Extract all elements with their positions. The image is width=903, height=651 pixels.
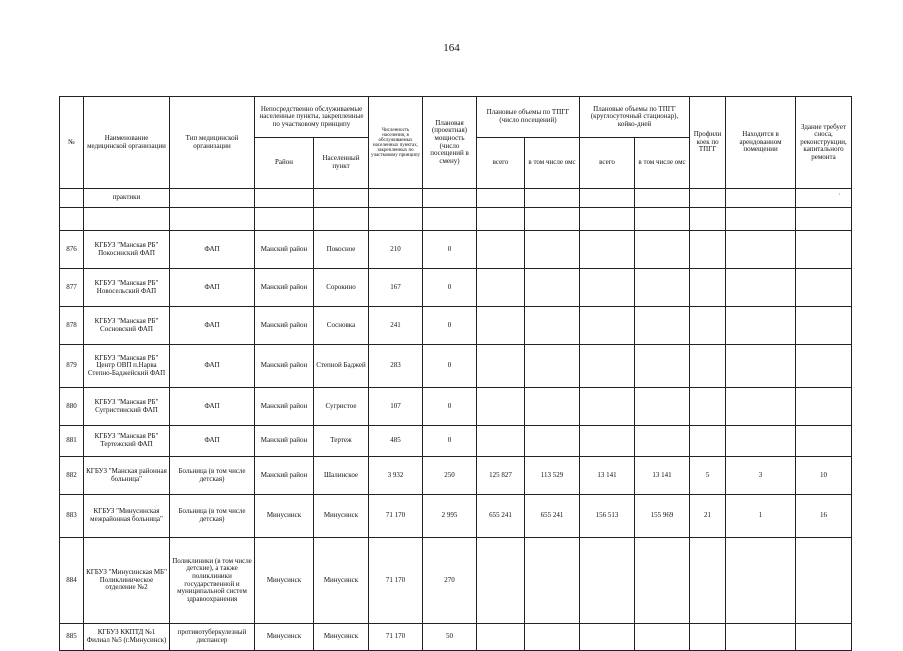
capacity-cell: 2 995: [423, 495, 477, 538]
visits-oms-cell: [525, 269, 580, 307]
org-type-cell: ФАП: [170, 426, 255, 457]
org-name-cell: КГБУЗ "Манская РБ" Покосинский ФАП: [84, 231, 170, 269]
row-num-cell: 881: [60, 426, 84, 457]
repair-cell: [796, 231, 852, 269]
org-name-cell: КГБУЗ "Манская РБ" Центр ОВП п.Нарва Степно-Баджейский ФАП: [84, 345, 170, 388]
blank-row: [60, 208, 852, 231]
table-row: [60, 426, 852, 457]
stray-mark: ·: [838, 190, 841, 199]
hosp-oms-cell: [635, 388, 690, 426]
table-row: [60, 231, 852, 269]
population-cell: 3 932: [369, 457, 423, 495]
org-name-cell: КГБУЗ ККПТД №1 Филиал №5 (г.Минусинск): [84, 624, 170, 651]
header-visits-total: всего: [477, 138, 525, 189]
visits-oms-cell: 655 241: [525, 495, 580, 538]
visits-oms-cell: [525, 624, 580, 651]
visits-total-cell: [477, 345, 525, 388]
settlement-cell: Сосновка: [314, 307, 369, 345]
hosp-oms-cell: [635, 269, 690, 307]
row-num-cell: 879: [60, 345, 84, 388]
settlement-cell: Сорокино: [314, 269, 369, 307]
settlement-cell: Степной Баджей: [314, 345, 369, 388]
continuation-text: практики: [84, 189, 170, 208]
hosp-total-cell: [580, 426, 635, 457]
org-type-cell: ФАП: [170, 269, 255, 307]
visits-total-cell: 125 827: [477, 457, 525, 495]
hosp-total-cell: [580, 624, 635, 651]
header-served-group: Непосредственно обслуживаемые населенные пункты, закрепленные по участковому принципу: [255, 97, 369, 138]
header-num: №: [60, 97, 84, 189]
header-population: Численность населения, в обслуживаемых населенных пунктах, закрепленных по участковому принципу: [369, 97, 423, 189]
beds-cell: [690, 231, 726, 269]
header-capacity: Плановая (проектная) мощность (число посещений в смену): [423, 97, 477, 189]
table-row: [60, 388, 852, 426]
hosp-oms-cell: [635, 426, 690, 457]
rented-cell: [726, 345, 796, 388]
org-name-cell: КГБУЗ "Манская РБ" Новосельский ФАП: [84, 269, 170, 307]
population-cell: 485: [369, 426, 423, 457]
rented-cell: [726, 538, 796, 624]
continuation-row: [60, 189, 852, 208]
settlement-cell: Шалинское: [314, 457, 369, 495]
org-type-cell: противотуберкулезный диспансер: [170, 624, 255, 651]
district-cell: Минусинск: [255, 495, 314, 538]
capacity-cell: 250: [423, 457, 477, 495]
settlement-cell: Сугристое: [314, 388, 369, 426]
repair-cell: 10: [796, 457, 852, 495]
beds-cell: [690, 345, 726, 388]
repair-cell: [796, 426, 852, 457]
repair-cell: [796, 269, 852, 307]
org-type-cell: ФАП: [170, 388, 255, 426]
capacity-cell: 0: [423, 388, 477, 426]
table-row: [60, 269, 852, 307]
header-settlement: Населенный пункт: [314, 138, 369, 189]
row-num-cell: 878: [60, 307, 84, 345]
org-name-cell: КГБУЗ "Манская РБ" Сосновский ФАП: [84, 307, 170, 345]
header-row-top: [60, 97, 852, 138]
settlement-cell: Минусинск: [314, 624, 369, 651]
org-name-cell: КГБУЗ "Минусинская МБ" Поликлиническое отделение №2: [84, 538, 170, 624]
hosp-oms-cell: [635, 231, 690, 269]
row-num-cell: 877: [60, 269, 84, 307]
visits-total-cell: 655 241: [477, 495, 525, 538]
header-hosp-total: всего: [580, 138, 635, 189]
visits-total-cell: [477, 269, 525, 307]
org-type-cell: Больница (в том числе детская): [170, 457, 255, 495]
visits-oms-cell: [525, 231, 580, 269]
org-name-cell: КГБУЗ "Манская районная больница": [84, 457, 170, 495]
population-cell: 107: [369, 388, 423, 426]
hosp-oms-cell: 13 141: [635, 457, 690, 495]
header-visits-oms: в том числе омс: [525, 138, 580, 189]
beds-cell: [690, 307, 726, 345]
capacity-cell: 0: [423, 307, 477, 345]
header-district: Район: [255, 138, 314, 189]
district-cell: Манский район: [255, 269, 314, 307]
rented-cell: 3: [726, 457, 796, 495]
capacity-cell: 270: [423, 538, 477, 624]
hosp-total-cell: [580, 345, 635, 388]
settlement-cell: Тертеж: [314, 426, 369, 457]
visits-total-cell: [477, 624, 525, 651]
table-row: [60, 457, 852, 495]
population-cell: 283: [369, 345, 423, 388]
visits-total-cell: [477, 231, 525, 269]
district-cell: Минусинск: [255, 624, 314, 651]
org-name-cell: КГБУЗ "Минусинская межрайонная больница": [84, 495, 170, 538]
beds-cell: [690, 388, 726, 426]
org-name-cell: КГБУЗ "Манская РБ" Тертежский ФАП: [84, 426, 170, 457]
beds-cell: 21: [690, 495, 726, 538]
header-type: Тип медицинской организации: [170, 97, 255, 189]
org-name-cell: КГБУЗ "Манская РБ" Сугристинский ФАП: [84, 388, 170, 426]
settlement-cell: Минусинск: [314, 538, 369, 624]
hosp-total-cell: 156 513: [580, 495, 635, 538]
beds-cell: [690, 269, 726, 307]
header-repair: Здание требует сноса, реконструкции, капитального ремонта: [796, 97, 852, 189]
district-cell: Манский район: [255, 307, 314, 345]
district-cell: Манский район: [255, 457, 314, 495]
hosp-oms-cell: [635, 624, 690, 651]
capacity-cell: 0: [423, 269, 477, 307]
table-row: [60, 624, 852, 651]
repair-cell: [796, 624, 852, 651]
hosp-total-cell: [580, 388, 635, 426]
hosp-oms-cell: [635, 538, 690, 624]
hosp-oms-cell: [635, 345, 690, 388]
population-cell: 241: [369, 307, 423, 345]
row-num-cell: 883: [60, 495, 84, 538]
visits-oms-cell: 113 529: [525, 457, 580, 495]
org-type-cell: ФАП: [170, 307, 255, 345]
capacity-cell: 0: [423, 231, 477, 269]
rented-cell: [726, 269, 796, 307]
district-cell: Манский район: [255, 388, 314, 426]
header-hosp-oms: в том числе омс: [635, 138, 690, 189]
row-num-cell: 885: [60, 624, 84, 651]
row-num-cell: 876: [60, 231, 84, 269]
population-cell: 210: [369, 231, 423, 269]
table-row: [60, 495, 852, 538]
rented-cell: [726, 624, 796, 651]
repair-cell: [796, 345, 852, 388]
row-num-cell: 884: [60, 538, 84, 624]
population-cell: 167: [369, 269, 423, 307]
visits-oms-cell: [525, 538, 580, 624]
page-number: 164: [443, 42, 460, 54]
visits-total-cell: [477, 388, 525, 426]
rented-cell: [726, 307, 796, 345]
district-cell: Манский район: [255, 231, 314, 269]
district-cell: Минусинск: [255, 538, 314, 624]
visits-total-cell: [477, 538, 525, 624]
hosp-total-cell: 13 141: [580, 457, 635, 495]
table-row: [60, 538, 852, 624]
org-type-cell: ФАП: [170, 231, 255, 269]
header-visits-group: Плановые объемы по ТПГГ (число посещений): [477, 97, 580, 138]
population-cell: 71 170: [369, 495, 423, 538]
table-row: [60, 345, 852, 388]
hosp-oms-cell: 155 969: [635, 495, 690, 538]
header-beds: Профили коек по ТПГГ: [690, 97, 726, 189]
visits-total-cell: [477, 426, 525, 457]
repair-cell: 16: [796, 495, 852, 538]
settlement-cell: Покосное: [314, 231, 369, 269]
population-cell: 71 170: [369, 538, 423, 624]
org-type-cell: Поликлиники (в том числе детские), а также поликлиники государственной и муниципальной систем здравоохранения: [170, 538, 255, 624]
table-row: [60, 307, 852, 345]
rented-cell: 1: [726, 495, 796, 538]
population-cell: 71 170: [369, 624, 423, 651]
district-cell: Манский район: [255, 426, 314, 457]
visits-oms-cell: [525, 307, 580, 345]
district-cell: Манский район: [255, 345, 314, 388]
repair-cell: [796, 538, 852, 624]
rented-cell: [726, 388, 796, 426]
beds-cell: [690, 426, 726, 457]
capacity-cell: 0: [423, 345, 477, 388]
visits-oms-cell: [525, 388, 580, 426]
visits-oms-cell: [525, 426, 580, 457]
hosp-oms-cell: [635, 307, 690, 345]
repair-cell: [796, 388, 852, 426]
repair-cell: [796, 307, 852, 345]
beds-cell: [690, 538, 726, 624]
hosp-total-cell: [580, 269, 635, 307]
rented-cell: [726, 231, 796, 269]
header-name: Наименование медицинской организации: [84, 97, 170, 189]
rented-cell: [726, 426, 796, 457]
header-rented: Находится в арендованном помещении: [726, 97, 796, 189]
beds-cell: 5: [690, 457, 726, 495]
beds-cell: [690, 624, 726, 651]
capacity-cell: 50: [423, 624, 477, 651]
org-type-cell: Больница (в том числе детская): [170, 495, 255, 538]
visits-oms-cell: [525, 345, 580, 388]
row-num-cell: 880: [60, 388, 84, 426]
hosp-total-cell: [580, 231, 635, 269]
capacity-cell: 0: [423, 426, 477, 457]
header-hosp-group: Плановые объемы по ТПГГ (круглосуточный стационар), койко-дней: [580, 97, 690, 138]
visits-total-cell: [477, 307, 525, 345]
row-num-cell: 882: [60, 457, 84, 495]
hosp-total-cell: [580, 538, 635, 624]
facilities-table: [59, 96, 852, 651]
hosp-total-cell: [580, 307, 635, 345]
org-type-cell: ФАП: [170, 345, 255, 388]
settlement-cell: Минусинск: [314, 495, 369, 538]
